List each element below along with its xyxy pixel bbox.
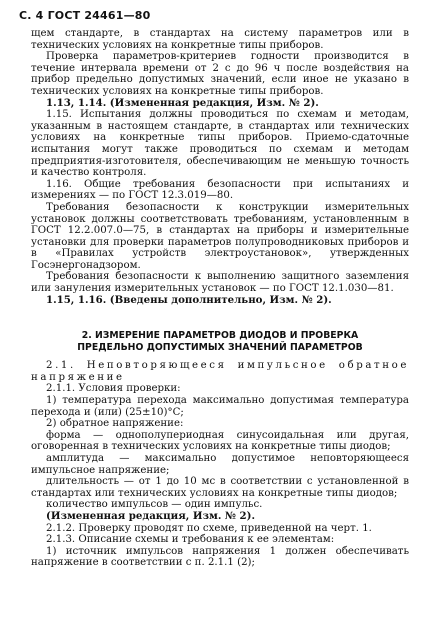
amendment-note: 1.13, 1.14. (Измененная редакция, Изм. № 2).	[46, 96, 319, 109]
paragraph: 1.16. Общие требования безопасности при испытаниях и измерениях — по ГОСТ 12.3.019—80.	[31, 178, 409, 202]
amendment-note: 1.15, 1.16. (Введены дополнительно, Изм. № 2).	[46, 293, 332, 306]
page-header: С. 4 ГОСТ 24461—80	[19, 9, 151, 22]
section-heading	[31, 330, 409, 354]
amendment-note: (Измененная редакция, Изм. № 2).	[46, 509, 256, 522]
document-body	[31, 28, 409, 569]
paragraph: 1.15. Испытания должны проводиться по схемам и методам, указанным в настоящем стандарте, в стандартах или технических условиях на конкретные типы приборов. Приемо-сдаточные испытания могут также проводиться по схемам и методам предприятия-изготовителя, обеспечивающим не меньшую точность и качество контроля.	[31, 109, 409, 179]
paragraph: Требования безопасности к конструкции измерительных установок должны соответствовать требованиям, установленным в ГОСТ 12.2.007.0—75, в стандартах на приборы и измерительные установки для проверки параметров полупроводниковых приборов и в «Правилах устройств электроустановок», утвержденных Госэнергонадзором.	[31, 201, 409, 271]
section-heading-line: ПРЕДЕЛЬНО ДОПУСТИМЫХ ЗНАЧЕНИЙ ПАРАМЕТРОВ	[77, 342, 363, 354]
subsection-title: 2.1. Неповторяющееся импульсное обратное напряжение	[31, 360, 409, 383]
paragraph: Проверка параметров-критериев годности производится в течение интервала времени от 2 с до 96 ч после воздействия на прибор предельно допустимых значений, если иное не указано в технических условиях на конкретные типы приборов.	[31, 51, 409, 97]
paragraph: амплитуда — максимально допустимое неповторяющееся импульсное напряжение;	[31, 453, 409, 476]
paragraph: Требования безопасности к выполнению защитного заземления или зануления измерительных установок — по ГОСТ 12.1.030—81.	[31, 271, 409, 295]
paragraph: длительность — от 1 до 10 мс в соответствии с установленной в стандартах или технических условиях на конкретные типы диодов;	[31, 476, 409, 499]
paragraph: форма — однополупериодная синусоидальная или другая, оговоренная в технических условиях на конкретные типы диодов;	[31, 429, 409, 453]
paragraph: количество импульсов — один импульс.	[46, 499, 263, 511]
paragraph: 1) температура перехода максимально допустимая температура перехода и (или) (25±10)°С;	[31, 395, 409, 418]
paragraph: 2.1.2. Проверку проводят по схеме, приведенной на черт. 1.	[46, 522, 372, 534]
paragraph: 1) источник импульсов напряжения 1 должен обеспечивать напряжение в соответствии с п. 2.1.1 (2);	[31, 545, 409, 569]
paragraph: 2.1.1. Условия проверки:	[46, 383, 181, 395]
paragraph: щем стандарте, в стандартах на систему параметров или в технических условиях на конкретные типы приборов.	[31, 28, 409, 51]
paragraph: 2.1.3. Описание схемы и требования к ее элементам:	[46, 534, 335, 546]
paragraph: 2) обратное напряжение:	[46, 418, 184, 430]
section-heading-line: 2. ИЗМЕРЕНИЕ ПАРАМЕТРОВ ДИОДОВ И ПРОВЕРКА	[81, 330, 359, 342]
